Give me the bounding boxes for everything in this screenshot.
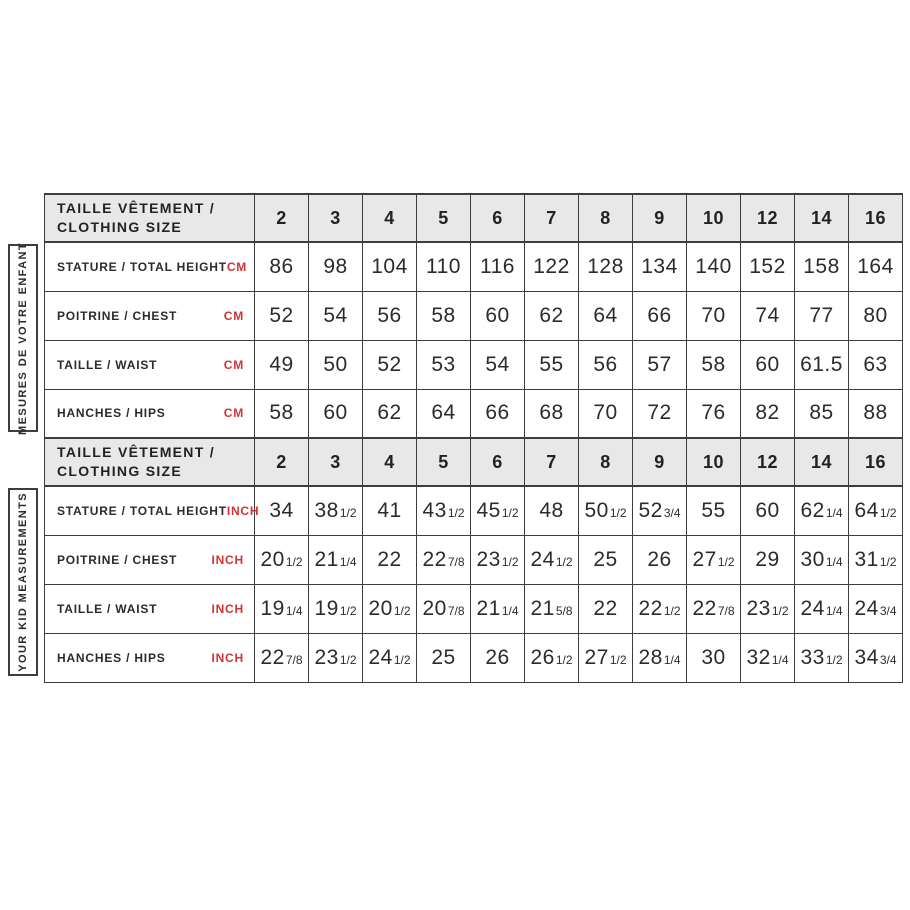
size-header-cell: 7 xyxy=(525,194,579,242)
measurement-value-cell: 261/2 xyxy=(525,633,579,682)
measurement-value-cell: 241/2 xyxy=(525,535,579,584)
unit-label: INCH xyxy=(211,601,244,616)
measurement-value-cell: 48 xyxy=(525,486,579,535)
measurement-label: POITRINE / CHEST xyxy=(57,308,178,323)
measurement-value-cell: 74 xyxy=(741,291,795,340)
measurement-value-cell: 88 xyxy=(849,389,903,438)
header-label-line1: TAILLE VÊTEMENT / xyxy=(57,444,215,461)
fraction-part: 1/2 xyxy=(555,554,573,569)
measurement-label-cell xyxy=(45,340,255,389)
measurement-value-cell: 57 xyxy=(633,340,687,389)
fraction-part: 3/4 xyxy=(879,603,897,618)
measurement-value-cell: 221/2 xyxy=(633,584,687,633)
size-header-cell: 5 xyxy=(417,194,471,242)
measurement-value-cell: 53 xyxy=(417,340,471,389)
header-label-line1: TAILLE VÊTEMENT / xyxy=(57,200,215,217)
size-header-cell: 9 xyxy=(633,194,687,242)
measurement-value-cell: 41 xyxy=(363,486,417,535)
measurement-label-inner xyxy=(45,260,254,274)
measurement-value-cell: 321/4 xyxy=(741,633,795,682)
fraction-part: 1/2 xyxy=(879,554,897,569)
measurement-row xyxy=(45,291,903,340)
measurement-value-cell: 85 xyxy=(795,389,849,438)
measurement-value-cell: 60 xyxy=(741,340,795,389)
measurement-value-cell: 56 xyxy=(363,291,417,340)
measurement-value-cell: 152 xyxy=(741,242,795,291)
measurement-value-cell: 381/2 xyxy=(309,486,363,535)
fraction-part: 1/4 xyxy=(339,554,357,569)
measurement-label-inner xyxy=(45,503,260,518)
measurement-row xyxy=(45,242,903,291)
fraction-part: 7/8 xyxy=(447,554,465,569)
measurement-value-cell: 301/4 xyxy=(795,535,849,584)
measurement-value-cell: 98 xyxy=(309,242,363,291)
size-header-cell: 14 xyxy=(795,194,849,242)
side-label-inch-box xyxy=(8,488,38,676)
measurement-value-cell: 25 xyxy=(417,633,471,682)
measurement-value-cell: 52 xyxy=(363,340,417,389)
measurement-value-cell: 271/2 xyxy=(687,535,741,584)
fraction-part: 1/2 xyxy=(717,554,735,569)
measurement-value-cell: 55 xyxy=(687,486,741,535)
header-label-line2: CLOTHING SIZE xyxy=(57,463,183,479)
fraction-part: 3/4 xyxy=(663,505,681,520)
measurement-value-cell: 82 xyxy=(741,389,795,438)
measurement-label-cell xyxy=(45,486,260,535)
fraction-part: 1/2 xyxy=(447,505,465,520)
size-header-cell: 4 xyxy=(363,438,417,486)
measurement-value-cell: 55 xyxy=(525,340,579,389)
size-header-cell: 7 xyxy=(525,438,579,486)
measurement-value-cell: 60 xyxy=(741,486,795,535)
fraction-part: 1/2 xyxy=(339,505,357,520)
fraction-part: 5/8 xyxy=(555,603,573,618)
clothing-size-header-label xyxy=(45,438,255,486)
measurement-value-cell: 231/2 xyxy=(309,633,363,682)
size-header-row xyxy=(45,194,903,242)
measurement-value-cell: 201/2 xyxy=(255,535,309,584)
measurement-value-cell: 140 xyxy=(687,242,741,291)
fraction-part: 1/2 xyxy=(663,603,681,618)
fraction-part: 1/4 xyxy=(663,652,681,667)
measurement-value-cell: 64 xyxy=(417,389,471,438)
fraction-part: 1/2 xyxy=(555,652,573,667)
fraction-part: 1/4 xyxy=(825,554,843,569)
fraction-part: 1/2 xyxy=(501,505,519,520)
measurement-value-cell: 26 xyxy=(471,633,525,682)
measurement-value-cell: 241/4 xyxy=(795,584,849,633)
measurement-value-cell: 116 xyxy=(471,242,525,291)
measurement-value-cell: 26 xyxy=(633,535,687,584)
measurement-value-cell: 271/2 xyxy=(579,633,633,682)
size-header-cell: 8 xyxy=(579,438,633,486)
measurement-value-cell: 54 xyxy=(471,340,525,389)
measurement-value-cell: 331/2 xyxy=(795,633,849,682)
measurement-value-cell: 311/2 xyxy=(849,535,903,584)
measurement-value-cell: 22 xyxy=(579,584,633,633)
size-header-cell: 5 xyxy=(417,438,471,486)
measurement-label-cell xyxy=(45,535,255,584)
measurement-row xyxy=(45,340,903,389)
unit-label: CM xyxy=(223,357,244,372)
measurement-value-cell: 110 xyxy=(417,242,471,291)
fraction-part: 1/2 xyxy=(771,603,789,618)
measurement-value-cell: 80 xyxy=(849,291,903,340)
fraction-part: 1/2 xyxy=(339,652,357,667)
size-header-cell: 12 xyxy=(741,194,795,242)
measurement-label: TAILLE / WAIST xyxy=(57,601,158,616)
fraction-part: 1/2 xyxy=(501,554,519,569)
measurement-value-cell: 243/4 xyxy=(849,584,903,633)
measurement-value-cell: 191/2 xyxy=(309,584,363,633)
clothing-size-header-label xyxy=(45,194,255,242)
size-header-cell: 3 xyxy=(309,194,363,242)
fraction-part: 1/4 xyxy=(771,652,789,667)
measurement-value-cell: 104 xyxy=(363,242,417,291)
size-header-cell: 12 xyxy=(741,438,795,486)
measurement-label-cell xyxy=(45,584,255,633)
measurement-value-cell: 451/2 xyxy=(471,486,525,535)
measurement-value-cell: 158 xyxy=(795,242,849,291)
measurement-value-cell: 134 xyxy=(633,242,687,291)
fraction-part: 1/4 xyxy=(825,603,843,618)
measurement-value-cell: 29 xyxy=(741,535,795,584)
size-header-cell: 10 xyxy=(687,194,741,242)
measurement-value-cell: 30 xyxy=(687,633,741,682)
side-label-cm-box xyxy=(8,241,38,435)
measurement-value-cell: 501/2 xyxy=(579,486,633,535)
measurement-label-inner xyxy=(45,602,254,616)
measurement-value-cell: 25 xyxy=(579,535,633,584)
measurement-value-cell: 215/8 xyxy=(525,584,579,633)
measurement-value-cell: 227/8 xyxy=(255,633,309,682)
measurement-value-cell: 128 xyxy=(579,242,633,291)
measurement-value-cell: 343/4 xyxy=(849,633,903,682)
size-header-cell: 2 xyxy=(255,438,309,486)
fraction-part: 7/8 xyxy=(285,652,303,667)
measurement-label-inner xyxy=(45,358,254,372)
fraction-part: 1/4 xyxy=(285,603,303,618)
fraction-part: 3/4 xyxy=(879,652,897,667)
fraction-part: 1/4 xyxy=(501,603,519,618)
measurement-value-cell: 72 xyxy=(633,389,687,438)
size-header-cell: 6 xyxy=(471,438,525,486)
unit-label: INCH xyxy=(226,503,260,518)
measurement-value-cell: 227/8 xyxy=(687,584,741,633)
measurement-value-cell: 66 xyxy=(471,389,525,438)
size-header-cell: 10 xyxy=(687,438,741,486)
measurement-label: HANCHES / HIPS xyxy=(57,650,166,665)
fraction-part: 1/2 xyxy=(393,603,411,618)
size-header-cell: 16 xyxy=(849,438,903,486)
unit-label: CM xyxy=(223,406,244,421)
measurement-label-cell xyxy=(45,633,255,682)
measurement-value-cell: 281/4 xyxy=(633,633,687,682)
fraction-part: 1/2 xyxy=(879,505,897,520)
fraction-part: 1/2 xyxy=(285,554,303,569)
measurement-label-cell xyxy=(45,242,255,291)
measurement-value-cell: 63 xyxy=(849,340,903,389)
unit-label: CM xyxy=(226,259,248,274)
fraction-part: 1/4 xyxy=(825,505,843,520)
header-label-line2: CLOTHING SIZE xyxy=(57,219,183,235)
measurement-value-cell: 58 xyxy=(417,291,471,340)
unit-label: INCH xyxy=(211,650,244,665)
measurement-value-cell: 70 xyxy=(687,291,741,340)
measurement-row xyxy=(45,389,903,438)
measurement-value-cell: 66 xyxy=(633,291,687,340)
measurement-value-cell: 22 xyxy=(363,535,417,584)
measurement-value-cell: 641/2 xyxy=(849,486,903,535)
unit-label: INCH xyxy=(211,552,244,567)
measurement-value-cell: 122 xyxy=(525,242,579,291)
measurement-value-cell: 86 xyxy=(255,242,309,291)
fraction-part: 1/2 xyxy=(339,603,357,618)
measurement-value-cell: 241/2 xyxy=(363,633,417,682)
measurement-value-cell: 56 xyxy=(579,340,633,389)
size-header-cell: 14 xyxy=(795,438,849,486)
measurement-value-cell: 58 xyxy=(687,340,741,389)
measurement-value-cell: 49 xyxy=(255,340,309,389)
measurement-value-cell: 61.5 xyxy=(795,340,849,389)
measurement-value-cell: 60 xyxy=(309,389,363,438)
measurement-label: STATURE / TOTAL HEIGHT xyxy=(57,259,227,274)
measurement-label: HANCHES / HIPS xyxy=(57,406,166,421)
size-header-row xyxy=(45,438,903,486)
measurement-value-cell: 231/2 xyxy=(471,535,525,584)
unit-label: CM xyxy=(223,308,244,323)
size-header-cell: 3 xyxy=(309,438,363,486)
measurement-value-cell: 211/4 xyxy=(309,535,363,584)
measurement-row xyxy=(45,633,903,682)
measurement-value-cell: 77 xyxy=(795,291,849,340)
side-label-cm: MESURES DE VOTRE ENFANT xyxy=(17,241,29,435)
measurement-label-inner xyxy=(45,309,254,323)
measurement-value-cell: 191/4 xyxy=(255,584,309,633)
measurement-row xyxy=(45,584,903,633)
measurement-value-cell: 68 xyxy=(525,389,579,438)
measurement-value-cell: 76 xyxy=(687,389,741,438)
measurement-value-cell: 70 xyxy=(579,389,633,438)
measurement-label-inner xyxy=(45,553,254,567)
measurement-value-cell: 34 xyxy=(255,486,309,535)
measurement-value-cell: 164 xyxy=(849,242,903,291)
measurement-value-cell: 62 xyxy=(525,291,579,340)
measurement-value-cell: 211/4 xyxy=(471,584,525,633)
size-header-cell: 6 xyxy=(471,194,525,242)
measurement-label: POITRINE / CHEST xyxy=(57,552,178,567)
fraction-part: 1/2 xyxy=(393,652,411,667)
measurement-value-cell: 431/2 xyxy=(417,486,471,535)
measurement-value-cell: 201/2 xyxy=(363,584,417,633)
measurement-label-cell xyxy=(45,389,255,438)
measurement-value-cell: 64 xyxy=(579,291,633,340)
measurement-value-cell: 50 xyxy=(309,340,363,389)
fraction-part: 1/2 xyxy=(609,505,627,520)
measurement-label: TAILLE / WAIST xyxy=(57,357,158,372)
fraction-part: 7/8 xyxy=(717,603,735,618)
measurement-value-cell: 207/8 xyxy=(417,584,471,633)
size-chart-table xyxy=(44,193,903,683)
measurement-value-cell: 62 xyxy=(363,389,417,438)
measurement-label: STATURE / TOTAL HEIGHT xyxy=(57,503,227,518)
measurement-value-cell: 60 xyxy=(471,291,525,340)
size-header-cell: 2 xyxy=(255,194,309,242)
size-header-cell: 9 xyxy=(633,438,687,486)
measurement-value-cell: 227/8 xyxy=(417,535,471,584)
measurement-value-cell: 52 xyxy=(255,291,309,340)
measurement-label-inner xyxy=(45,651,254,665)
measurement-label-cell xyxy=(45,291,255,340)
fraction-part: 7/8 xyxy=(447,603,465,618)
measurement-value-cell: 58 xyxy=(255,389,309,438)
measurement-value-cell: 621/4 xyxy=(795,486,849,535)
measurement-row xyxy=(45,535,903,584)
measurement-value-cell: 54 xyxy=(309,291,363,340)
measurement-row xyxy=(45,486,903,535)
side-label-inch: YOUR KID MEASUREMENTS xyxy=(17,492,29,672)
size-header-cell: 16 xyxy=(849,194,903,242)
measurement-value-cell: 231/2 xyxy=(741,584,795,633)
size-header-cell: 4 xyxy=(363,194,417,242)
fraction-part: 1/2 xyxy=(609,652,627,667)
measurement-label-inner xyxy=(45,406,254,420)
measurement-value-cell: 523/4 xyxy=(633,486,687,535)
fraction-part: 1/2 xyxy=(825,652,843,667)
size-header-cell: 8 xyxy=(579,194,633,242)
